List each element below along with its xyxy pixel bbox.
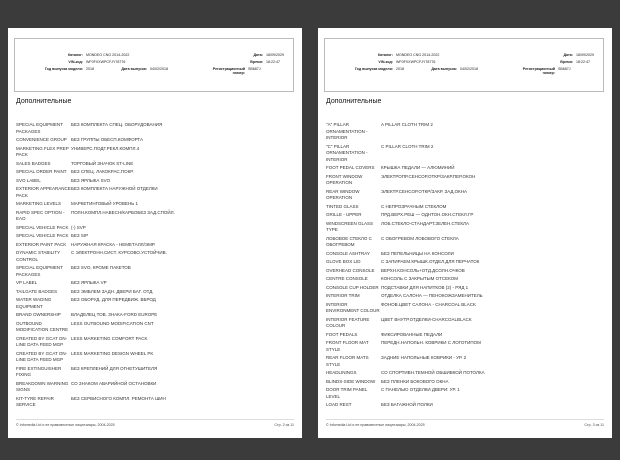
option-name: HEADLININGS [326, 370, 357, 375]
build-date-value: 04/02/2018 [460, 67, 478, 71]
option-row [326, 236, 606, 249]
option-name: CONSOLE CUP HOLDER [326, 284, 379, 290]
option-value: С НЕПРОЗРАЧНЫМ СТЕКЛОМ [381, 203, 447, 209]
option-value: ФОНОВ.ЦВЕТ САЛОНА - CHARCOAL BLACK [381, 301, 477, 307]
option-value: C PILLAR CLOTH TRIM 2 [381, 143, 434, 149]
option-value: С ЗАПИРАЕМ.КРЫШК.ОТДЕЛ.ДЛЯ ПЕРЧАТОК [381, 259, 480, 264]
option-name: FIRE EXTINGUISHER FIXING [16, 365, 62, 377]
option-row [16, 381, 296, 394]
option-name: REAR WINDOW OPERATION [326, 188, 360, 200]
option-name: TINTED GLASS [326, 203, 359, 209]
option-row [326, 402, 606, 409]
option-name: FOOT PEDALS [326, 331, 358, 337]
catalog-value: MONDEO CNG 2014-2022 [396, 53, 440, 57]
option-value: С ПАНЕЛЬЮ ОТДЕЛКИ ДВЕРИ: УР. 1 [381, 387, 460, 392]
build-date-value: 04/02/2018 [150, 67, 168, 71]
option-value: С ЭЛЕКТРОНН.СИСТ. КУРСОВО.УСТОЙЧИВ. [71, 250, 167, 255]
option-row [16, 312, 296, 319]
option-name: MARKETING FLEX PREP PACK [16, 145, 69, 157]
option-value: БЕЗ СЕРВИСНОГО КОМПЛ. РЕМОНТА ШИН [71, 395, 166, 401]
option-value: ВЕРХН.КОНСОЛЬ+ОТД.ДСОЛН.ОЧКОВ [381, 267, 465, 273]
build-date-label: Дата выпуска: [121, 67, 147, 71]
option-name: BLINDS-SIDE WINDOW [326, 378, 376, 384]
time-label: Время: [560, 60, 573, 64]
time-label: Время: [250, 60, 263, 64]
option-value: С ОБОГРЕВОМ ЛОБОВОГО СТЕКЛА [381, 235, 459, 241]
option-row [16, 351, 296, 364]
option-name: TAILGATE BADGES [16, 288, 58, 294]
option-name: OUTBOUND MODIFICATION CENTRE [16, 320, 69, 332]
option-value: ЗАДНИЕ НАПОЛЬНЫЕ КОВРИКИ - УР. 2 [381, 355, 467, 360]
option-row [16, 366, 296, 379]
copyright-text: © Infomedia Ltd и ее правовестные лицензиары, 2004-2025 [326, 423, 425, 427]
option-value: СО ЗНАКОМ АВАРИЙНОЙ ОСТАНОВКИ [71, 380, 157, 386]
option-name: INTERIOR FEATURE COLOUR [326, 316, 370, 328]
option-name: "C" PILLAR ORNAMENTATION - INTERIOR [326, 143, 368, 162]
catalog-value: MONDEO CNG 2014-2022 [86, 53, 130, 57]
option-name: GRILLE - UPPER [326, 212, 362, 217]
option-value: ПОДСТАВКИ ДЛЯ НАПИТКОВ (2) - РЯД 1 [381, 284, 469, 290]
option-name: FRONT FLOOR MAT STYLE [326, 340, 369, 352]
page-number: Стр. 2 из 11 [274, 423, 294, 427]
option-row [16, 321, 296, 334]
option-row [326, 259, 606, 266]
option-row [326, 174, 606, 187]
date-value: 18/09/2029 [266, 53, 284, 57]
option-row [16, 336, 296, 349]
option-row [16, 210, 296, 223]
page-number: Стр. 3 из 11 [584, 423, 604, 427]
option-row [326, 302, 606, 315]
model-year-value: 2018 [396, 67, 404, 71]
option-name: VP LABEL [16, 280, 38, 285]
option-value: БЕЗ SIP [71, 233, 89, 238]
option-name: SPECIAL ORDER PAINT [16, 169, 67, 174]
document-page-3 [318, 28, 612, 438]
option-row [326, 212, 606, 219]
option-name: BREAKDOWN WARNING SIGNS [16, 380, 69, 392]
time-value: 18:22:47 [266, 60, 280, 64]
option-row [326, 165, 606, 172]
option-name: BRAND OWNERSHIP [16, 312, 61, 317]
vehicle-info-header [324, 38, 604, 92]
option-row [326, 221, 606, 234]
option-value: ЭЛЕКТР.СЕНСОР.ОТКР/ЗАКР. ЗАД.ОКНА [381, 188, 468, 194]
option-value: LESS MARKETING DESIGN WHEEL PK [71, 350, 154, 356]
option-name: EXTERIOR APPEARANCE PACK [16, 186, 71, 198]
option-row [326, 251, 606, 258]
option-value: БЕЗ ПЛЕНКИ БОКОВОГО ОКНА [381, 378, 449, 384]
option-name: OVERHEAD CONSOLE [326, 267, 375, 273]
option-name: KIT-TYRE REPAIR SERVICE [16, 395, 54, 407]
option-value: ЦВЕТ ВНУТР.ОТДЕЛКИ-CHARCOALBLACK [381, 316, 472, 322]
option-name: INTERIOR TRIM [326, 293, 360, 298]
option-value: БЕЗ ПЕПЕЛЬНИЦЫ НА КОНСОЛИ [381, 250, 454, 256]
option-name: INTERIOR ENVIRONMENT COLOUR [326, 301, 380, 313]
option-value: БЕЗ ЯРЛЫКА SVO [71, 177, 111, 183]
section-title: Дополнительные [326, 98, 382, 105]
option-row [16, 178, 296, 185]
option-row [16, 280, 296, 287]
option-value: A PILLAR CLOTH TRIM 2 [381, 122, 433, 127]
options-table [16, 122, 296, 411]
option-value: БЕЗ СПЕЦ. ЛАКОКРАС.ПОКР. [71, 169, 134, 174]
option-row [16, 396, 296, 409]
option-value: ФИКСИРОВАННЫЕ ПЕДАЛИ [381, 331, 443, 337]
option-row [16, 265, 296, 278]
option-row [16, 201, 296, 208]
time-value: 18:22:47 [576, 60, 590, 64]
option-name: FRONT WINDOW OPERATION [326, 173, 363, 185]
option-name: WATER WADING EQUIPMENT [16, 297, 52, 309]
page-footer [16, 419, 294, 427]
vin-label: VIN-код: [378, 60, 393, 64]
catalog-label: Каталог: [377, 53, 393, 57]
option-value: ПОЛН.КОМПЛ.НАВЕСН/КАРБОБЕЗ ЗАД.СПОЙЛ. [71, 209, 175, 215]
option-value: БЕЗ ГРУППЫ ОБЕСП.КОМФОРТА [71, 137, 144, 142]
option-value: ПЕРЕДН.НАПОЛЬН. КОВРИКИ С ЛОГОТИПОМ [381, 340, 481, 345]
option-row [16, 250, 296, 263]
option-row [326, 144, 606, 164]
option-row [326, 317, 606, 330]
registration-value: SB687J [558, 67, 571, 71]
option-row [16, 186, 296, 199]
option-row [16, 289, 296, 296]
option-name: SVO LABEL [16, 177, 41, 183]
option-value: КОНСОЛЬ С ЗАКРЫТЫМ ОТСЕКОМ [381, 276, 458, 281]
option-row [16, 225, 296, 232]
option-row [326, 332, 606, 339]
option-value: LESS OUTBOUND MODIFICATION CNT [71, 320, 154, 326]
option-row [16, 146, 296, 159]
option-row [326, 293, 606, 300]
option-name: EXTERIOR PAINT PACK [16, 241, 67, 247]
page-footer [326, 419, 604, 427]
option-row [326, 268, 606, 275]
option-name: CREATED BY GCAT ON-LINE DATA FEED MGP [16, 350, 68, 362]
option-name: CONVENIENCE GROUP [16, 137, 67, 142]
option-name: REAR FLOOR MATS STYLE [326, 355, 369, 367]
document-page-2 [8, 28, 302, 438]
registration-label: Регистрационный номер: [522, 67, 555, 75]
option-row [16, 297, 296, 310]
option-name: "A" PILLAR ORNAMENTATION - INTERIOR [326, 122, 368, 140]
option-row [326, 285, 606, 292]
option-value: БЕЗ КОМПЛЕКТА НАРУЖНОЙ ОТДЕЛКИ [71, 186, 158, 191]
option-name: SPECIAL VEHICLE PACK [16, 233, 69, 238]
option-value: БЕЗ ЯРЛЫКА VP [71, 280, 107, 285]
option-row [326, 122, 606, 142]
registration-label: Регистрационный номер: [212, 67, 245, 75]
options-table [326, 122, 606, 411]
option-row [16, 161, 296, 168]
build-date-label: Дата выпуска: [431, 67, 457, 71]
vin-value: WF0FXXWPCFJY78776 [396, 60, 436, 64]
option-name: LOAD REST [326, 402, 352, 407]
option-value: LESS MARKETING COMFORT PACK [71, 335, 148, 341]
option-name: SPECIAL VEHICLE PACK [16, 224, 69, 230]
option-name: SPECIAL EQUIPMENT PACKAGES [16, 122, 63, 134]
option-name: CREATED BY GCAT ON-LINE DATA FEED MGP [16, 335, 68, 347]
option-value: БЕЗ КОМПЛЕКТА СПЕЦ. ОБОРУДОВАНИЯ [71, 122, 163, 127]
catalog-label: Каталог: [67, 53, 83, 57]
option-row [326, 340, 606, 353]
option-name: CONSOLE ASHTRAY [326, 250, 370, 256]
model-year-label: Год выпуска модели: [44, 67, 83, 71]
option-value: СО СПОРТИВН.ТЕМНОЙ ОБШИВКОЙ ПОТОЛКА [381, 370, 485, 375]
option-name: MARKETING LEVELS [16, 201, 62, 206]
option-row [326, 355, 606, 368]
option-row [16, 169, 296, 176]
option-name: WINDSCREEN GLASS TYPE [326, 220, 374, 232]
option-row [326, 379, 606, 386]
option-name: SALES BADGES [16, 160, 51, 166]
date-label: Дата: [563, 53, 573, 57]
option-name: GLOVE BOX LID [326, 259, 361, 264]
option-value: ОТДЕЛКА САЛОНА — ПЕНОКОЖЗАМЕНИТЕЛЬ [381, 293, 483, 298]
option-row [16, 122, 296, 135]
option-name: FOOT PEDAL COVERS [326, 165, 375, 170]
option-value: КРЫШКА ПЕДАЛИ — АЛЮМИНИЙ [381, 165, 455, 170]
option-row [326, 204, 606, 211]
model-year-label: Год выпуска модели: [354, 67, 393, 71]
option-value: МАРКЕТИНГОВЫЙ УРОВЕНЬ 1 [71, 201, 138, 206]
option-name: SPECIAL EQUIPMENT PACKAGES [16, 265, 63, 277]
date-label: Дата: [253, 53, 263, 57]
option-name: DOOR TRIM PANEL LEVEL [326, 387, 368, 399]
option-row [326, 370, 606, 377]
option-value: (-) SVP [71, 224, 86, 230]
vehicle-info-header [14, 38, 294, 92]
option-value: БЕЗ SVO, КРОМЕ ПАКЕТОВ [71, 265, 131, 270]
copyright-text: © Infomedia Ltd и ее правовестные лицензиары, 2004-2025 [16, 423, 115, 427]
option-row [16, 242, 296, 249]
option-row [326, 189, 606, 202]
option-name: ЛОБОВОЕ СТЕКЛО С ОБОГРЕВОМ [326, 235, 372, 247]
option-value: ТОРГОВЫЙ ЗНАЧОК ST-LINE [71, 160, 134, 166]
option-value: БЕЗ ЭМБЛЕМ ЗАДН. ДВЕРИ БАГ. ОТД. [71, 288, 154, 294]
option-value: БЕЗ БАГАЖНОЙ ПОЛКИ [381, 402, 433, 407]
option-value: ЭЛЕКТРОПР.СЕНСОР.ОТКР/ЗАКР.ПЕР.ОКОН [381, 173, 476, 179]
registration-value: SB687J [248, 67, 261, 71]
option-name: RAPID SPEC OPTION - EAO [16, 209, 65, 221]
date-value: 18/09/2029 [576, 53, 594, 57]
model-year-value: 2018 [86, 67, 94, 71]
vin-label: VIN-код: [68, 60, 83, 64]
option-name: DYNAMIC STABILITY CONTROL [16, 250, 61, 262]
option-value: ПРД.ВЕРХ.РЕШ — ОДНТОН.ОКН.СТЕКЛ.ГР [381, 212, 474, 217]
vin-value: WF0FXXWPCFJY78776 [86, 60, 126, 64]
option-row [326, 387, 606, 400]
option-row [326, 276, 606, 283]
section-title: Дополнительные [16, 98, 72, 105]
option-value: БЕЗ КРЕПЛЕНИЙ ДЛЯ ОГНЕТУШИТЕЛЯ [71, 365, 158, 371]
option-value: ВЛАДЕЛЕЦ ТОВ. ЗНАКА-FORD EUROPE [71, 312, 158, 317]
option-value: БЕЗ ОБОРУД. ДЛЯ ПЕРЕДВИЖ. ВБРОД [71, 297, 156, 302]
option-value: УНИВЕРС.ПОДГ.РЕКЛ.КОМПЛ.4 [71, 145, 140, 151]
option-row [16, 233, 296, 240]
option-value: НАРУЖНАЯ КРАСКА - НЕМЕТАЛЛ/ЭМР. [71, 241, 156, 247]
option-row [16, 137, 296, 144]
option-value: ЛОБ.СТЕКЛО-СТАНДАРТ.ЗЕЛЕН.СТЕКЛА [381, 220, 469, 226]
option-name: CENTRE CONSOLE [326, 276, 368, 281]
